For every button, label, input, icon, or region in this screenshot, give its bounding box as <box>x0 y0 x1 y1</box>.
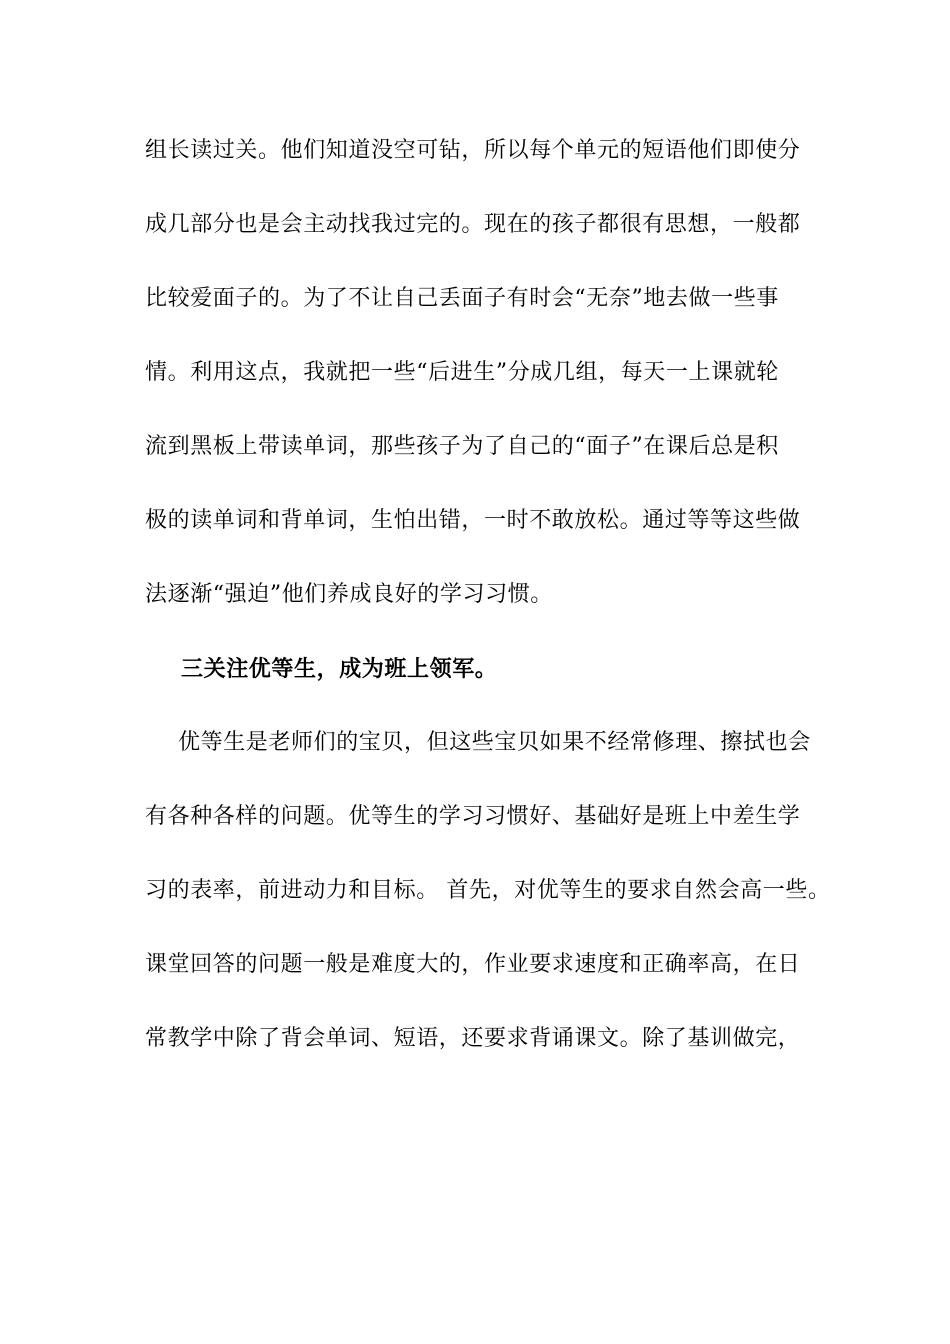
paragraph-line: 情。利用这点，我就把一些“后进生”分成几组，每天一上课就轮 <box>145 360 779 385</box>
paragraph-line: 优等生是老师们的宝贝，但这些宝贝如果不经常修理、擦拭也会 <box>178 730 811 755</box>
paragraph-line: 成几部分也是会主动找我过完的。现在的孩子都很有思想，一般都 <box>145 212 801 237</box>
section-heading: 三关注优等生，成为班上领军。 <box>181 656 498 682</box>
paragraph-line: 比较爱面子的。为了不让自己丢面子有时会“无奈”地去做一些事 <box>145 286 779 311</box>
paragraph-line: 有各种各样的问题。优等生的学习习惯好、基础好是班上中差生学 <box>145 804 801 829</box>
paragraph-line: 组长读过关。他们知道没空可钻，所以每个单元的短语他们即使分 <box>145 138 801 163</box>
paragraph-line: 课堂回答的问题一般是难度大的，作业要求速度和正确率高，在日 <box>145 952 801 977</box>
paragraph-line: 流到黑板上带读单词，那些孩子为了自己的“面子”在课后总是积 <box>145 434 779 459</box>
paragraph-line: 常教学中除了背会单词、短语，还要求背诵课文。除了基训做完， <box>145 1026 801 1051</box>
paragraph-line: 法逐渐“强迫”他们养成良好的学习习惯。 <box>145 582 553 607</box>
paragraph-line: 极的读单词和背单词，生怕出错，一时不敢放松。通过等等这些做 <box>145 508 801 533</box>
paragraph-line: 习的表率，前进动力和目标。 首先，对优等生的要求自然会高一些。 <box>145 878 831 903</box>
